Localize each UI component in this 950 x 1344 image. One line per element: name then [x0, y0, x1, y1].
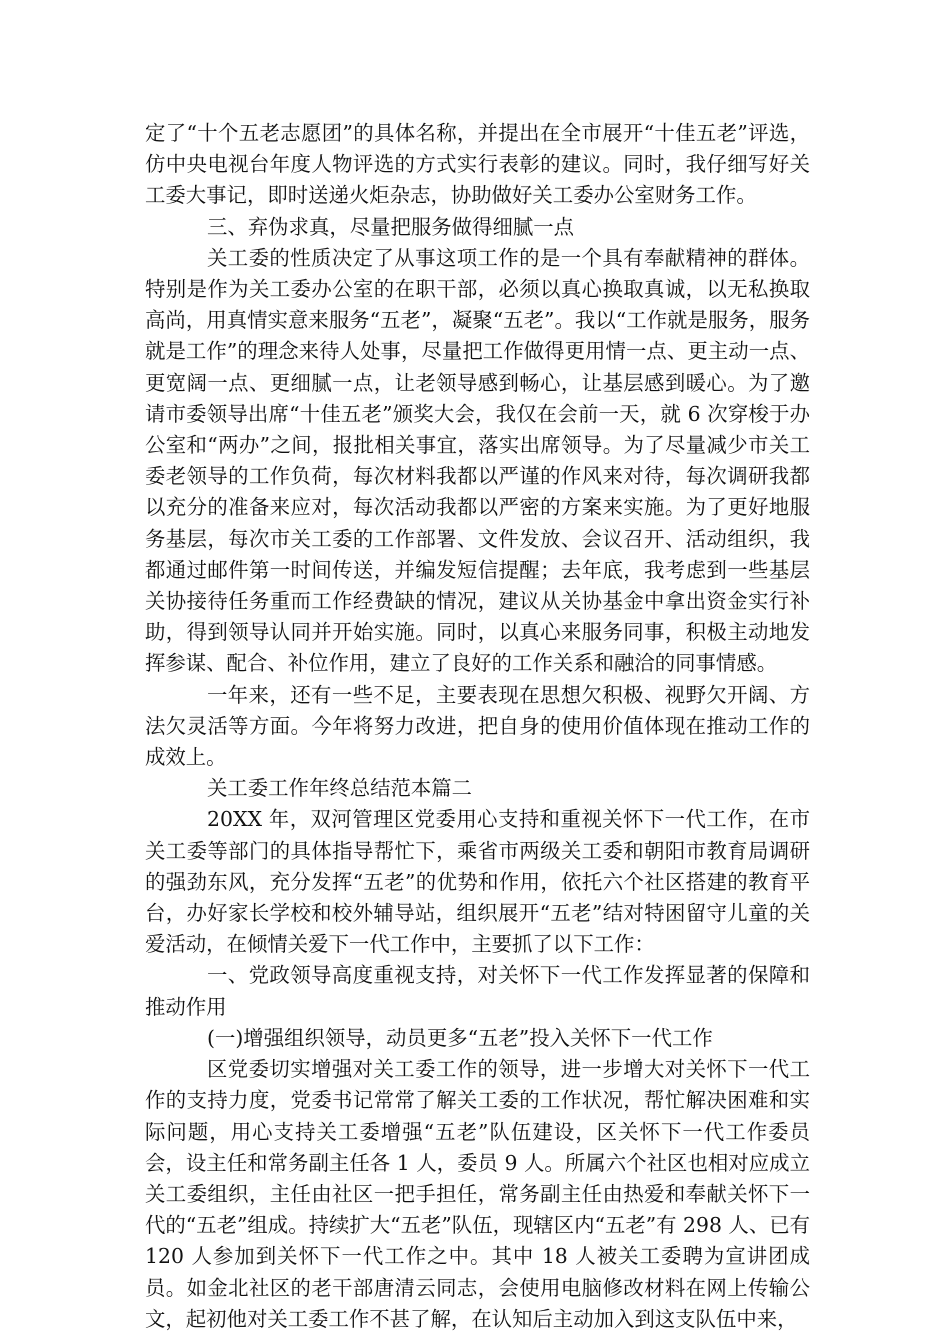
article-two-title: 关工委工作年终总结范本篇二 [207, 776, 473, 801]
paragraph-intro: 20XX 年，双河管理区党委用心支持和重视关怀下一代工作，在市关工委等部门的具体指导帮忙下，乘省市两级关工委和朝阳市教育局调研的强劲东风，充分发挥“五老”的优势和作用，依托六个社区搭建的教育平台，办好家长学校和校外辅导站，组织展开“五老”结对特困留守儿童的关爱活动，在倾情关爱下一代工作中，主要抓了以下工作： [145, 807, 810, 957]
section-heading-three: 三、弃伪求真，尽量把服务做得细腻一点 [207, 214, 575, 239]
subsection-heading-one: (一)增强组织领导，动员更多“五老”投入关怀下一代工作 [207, 1025, 713, 1050]
document-body [145, 118, 810, 1335]
paragraph-continuation: 定了“十个五老志愿团”的具体名称，并提出在全市展开“十佳五老”评选，仿中央电视台年度人物评选的方式实行表彰的建议。同时，我仔细写好关工委大事记，即时送递火炬杂志，协助做好关工委办公室财务工作。 [145, 121, 810, 208]
paragraph-shortcomings: 一年来，还有一些不足，主要表现在思想欠积极、视野欠开阔、方法欠灵活等方面。今年将努力改进，把自身的使用价值体现在推动工作的成效上。 [145, 682, 810, 770]
paragraph-service: 关工委的性质决定了从事这项工作的是一个具有奉献精神的群体。特别是作为关工委办公室的在职干部，必须以真心换取真诚，以无私换取高尚，用真情实意来服务“五老”，凝聚“五老”。我以“工作就是服务，服务就是工作”的理念来待人处事，尽量把工作做得更用情一点、更主动一点、更宽阔一点、更细腻一点，让老领导感到畅心，让基层感到暖心。为了邀请市委领导出席“十佳五老”颁奖大会，我仅在会前一天，就 6 次穿梭于办公室和“两办”之间，报批相关事宜，落实出席领导。为了尽量减少市关工委老领导的工作负荷，每次材料我都以严谨的作风来对待，每次调研我都以充分的准备来应对，每次活动我都以严密的方案来实施。为了更好地服务基层，每次市关工委的工作部署、文件发放、会议召开、活动组织，我都通过邮件第一时间传送，并编发短信提醒；去年底，我考虑到一些基层关协接待任务重而工作经费缺的情况，建议从关协基金中拿出资金实行补助，得到领导认同并开始实施。同时，以真心来服务同事，积极主动地发挥参谋、配合、补位作用，建立了良好的工作关系和融洽的同事情感。 [145, 245, 810, 676]
paragraph-organization: 区党委切实增强对关工委工作的领导，进一步增大对关怀下一代工作的支持力度，党委书记常常了解关工委的工作状况，帮忙解决困难和实际问题，用心支持关工委增强“五老”队伍建设，区关怀下一代工作委员会，设主任和常务副主任各 1 人，委员 9 人。所属六个社区也相对应成立关工委组织，主任由社区一把手担任，常务副主任由热爱和奉献关怀下一代的“五老”组成。持续扩大“五老”队伍，现辖区内“五老”有 298 人、已有 120 人参加到关怀下一代工作之中。其中 18 人被关工委聘为宣讲团成员。如金北社区的老干部唐清云同志，会使用电脑修改材料在网上传输公文，起初他对关工委工作不甚了解，在认知后主动加入到这支队伍中来， [145, 1057, 810, 1331]
section-heading-one: 一、党政领导高度重视支持，对关怀下一代工作发挥显著的保障和推动作用 [145, 963, 810, 1019]
